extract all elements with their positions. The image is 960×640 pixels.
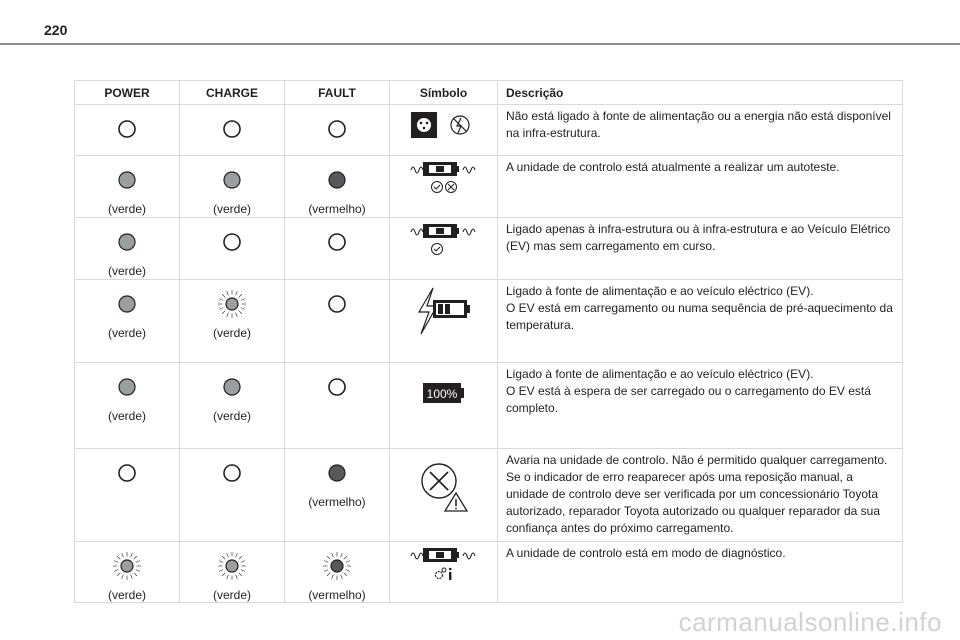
description-line: Ligado à fonte de alimentação e ao veículo eléctrico (EV).	[506, 367, 814, 381]
blink-ray	[241, 561, 245, 563]
charge-led-blink-green-icon	[217, 551, 247, 581]
blink-ray	[122, 575, 124, 579]
blink-ray	[136, 561, 140, 563]
table-row	[75, 218, 903, 280]
power-led-blink-green-icon	[112, 551, 142, 581]
table-row	[75, 156, 903, 218]
power-cell	[75, 363, 180, 449]
blink-ray	[131, 553, 133, 557]
led-lamp	[119, 465, 135, 481]
fault-cell	[285, 449, 390, 542]
power-led-on-green-icon	[112, 289, 142, 319]
led-lamp	[224, 234, 240, 250]
charge-cell	[180, 363, 285, 449]
plug-no-power-icon	[398, 109, 490, 143]
led-lamp	[224, 379, 240, 395]
blink-ray	[239, 573, 242, 576]
blink-ray	[136, 570, 140, 572]
led-lamp	[226, 560, 238, 572]
blink-ray	[239, 294, 242, 297]
led-lamp	[119, 296, 135, 312]
charge-cell	[180, 218, 285, 280]
blink-ray	[327, 556, 330, 559]
power-color-label: (verde)	[107, 202, 146, 216]
fault-color-label: (vermelho)	[308, 588, 366, 602]
blink-ray	[219, 561, 223, 563]
fault-led-off-icon	[322, 227, 352, 257]
led-lamp	[329, 465, 345, 481]
blink-ray	[341, 553, 343, 557]
led-lamp	[224, 121, 240, 137]
watermark: carmanualsonline.info	[678, 607, 942, 637]
led-lamp	[224, 172, 240, 188]
led-lamp	[224, 465, 240, 481]
description-cell	[498, 280, 903, 363]
led-lamp	[226, 298, 238, 310]
led-lamp	[119, 379, 135, 395]
blink-ray	[236, 313, 238, 317]
symbol-cell	[390, 280, 498, 363]
fault-cell	[285, 218, 390, 280]
description-cell: Ligado apenas à infra-estrutura ou à infra-estrutura e ao Veículo Elétrico (EV) mas sem carregamento em curso.	[498, 218, 903, 280]
blink-ray	[219, 570, 223, 572]
table-row	[75, 542, 903, 603]
led-status-table	[74, 80, 903, 603]
blink-ray	[324, 570, 328, 572]
description-line: O EV está em carregamento ou numa sequência de pré-aquecimento da temperatura.	[506, 301, 893, 332]
blink-ray	[236, 575, 238, 579]
led-lamp	[329, 379, 345, 395]
fault-cell	[285, 363, 390, 449]
blink-ray	[227, 291, 229, 295]
charge-led-on-green-icon	[217, 372, 247, 402]
charge-color-label: (verde)	[212, 202, 251, 216]
header-fault: FAULT	[285, 81, 390, 105]
power-cell	[75, 449, 180, 542]
header-rule	[0, 43, 960, 45]
power-cell	[75, 156, 180, 218]
page-number: 220	[44, 22, 68, 38]
charge-color-label: (verde)	[212, 409, 251, 423]
blink-ray	[239, 311, 242, 314]
description-cell: A unidade de controlo está em modo de diagnóstico.	[498, 542, 903, 603]
fault-warning-icon	[409, 453, 479, 515]
blink-ray	[241, 570, 245, 572]
blink-ray	[239, 556, 242, 559]
blink-ray	[222, 294, 225, 297]
blink-ray	[241, 308, 245, 310]
fault-led-blink-red-icon	[322, 551, 352, 581]
connected-ok-icon	[409, 222, 479, 258]
blink-ray	[117, 573, 120, 576]
blink-ray	[227, 313, 229, 317]
power-led-off-icon	[112, 114, 142, 144]
battery-percent-text: 100%	[426, 387, 457, 401]
header-symbol: Símbolo	[390, 81, 498, 105]
header-power: POWER	[75, 81, 180, 105]
blink-ray	[227, 575, 229, 579]
battery-full-icon	[411, 367, 477, 413]
fault-led-on-red-icon	[322, 165, 352, 195]
led-lamp	[119, 172, 135, 188]
description-line: Avaria na unidade de controlo. Não é permitido qualquer carregamento.	[506, 453, 888, 467]
blink-ray	[134, 556, 137, 559]
led-lamp	[119, 234, 135, 250]
table-row	[75, 105, 903, 156]
charge-cell	[180, 449, 285, 542]
power-color-label: (verde)	[107, 409, 146, 423]
blink-ray	[222, 311, 225, 314]
led-lamp	[329, 296, 345, 312]
blink-ray	[241, 299, 245, 301]
blink-ray	[114, 570, 118, 572]
symbol-cell	[390, 449, 498, 542]
table-row	[75, 363, 903, 449]
fault-led-off-icon	[322, 114, 352, 144]
charge-cell	[180, 542, 285, 603]
blink-ray	[341, 575, 343, 579]
blink-ray	[332, 575, 334, 579]
blink-ray	[131, 575, 133, 579]
blink-ray	[222, 556, 225, 559]
power-cell	[75, 218, 180, 280]
table-row	[75, 449, 903, 542]
description-line: Ligado à fonte de alimentação e ao veículo eléctrico (EV).	[506, 284, 814, 298]
blink-ray	[346, 561, 350, 563]
power-color-label: (verde)	[107, 588, 146, 602]
blink-ray	[346, 570, 350, 572]
power-color-label: (verde)	[107, 326, 146, 340]
power-cell	[75, 280, 180, 363]
power-color-label: (verde)	[107, 264, 146, 278]
blink-ray	[117, 556, 120, 559]
symbol-cell	[390, 156, 498, 218]
led-lamp	[331, 560, 343, 572]
symbol-cell	[390, 542, 498, 603]
charge-cell	[180, 156, 285, 218]
power-cell	[75, 542, 180, 603]
description-line: O EV está à espera de ser carregado ou o carregamento do EV está completo.	[506, 384, 871, 415]
blink-ray	[236, 291, 238, 295]
charge-led-off-icon	[217, 458, 247, 488]
blink-ray	[219, 308, 223, 310]
blink-ray	[236, 553, 238, 557]
control-unit-self-test-icon	[409, 160, 479, 196]
charge-led-off-icon	[217, 114, 247, 144]
description-cell: A unidade de controlo está atualmente a realizar um autoteste.	[498, 156, 903, 218]
led-lamp	[329, 172, 345, 188]
power-led-on-green-icon	[112, 165, 142, 195]
charge-led-on-green-icon	[217, 165, 247, 195]
power-led-on-green-icon	[112, 227, 142, 257]
blink-ray	[344, 556, 347, 559]
charge-led-off-icon	[217, 227, 247, 257]
symbol-cell	[390, 363, 498, 449]
blink-ray	[327, 573, 330, 576]
charge-color-label: (verde)	[212, 326, 251, 340]
fault-led-off-icon	[322, 372, 352, 402]
blink-ray	[344, 573, 347, 576]
charge-led-blink-green-icon	[217, 289, 247, 319]
fault-color-label: (vermelho)	[308, 495, 366, 509]
header-charge: CHARGE	[180, 81, 285, 105]
led-lamp	[329, 234, 345, 250]
table-header-row	[75, 81, 903, 105]
symbol-cell	[390, 218, 498, 280]
fault-cell	[285, 105, 390, 156]
blink-ray	[222, 573, 225, 576]
led-lamp	[119, 121, 135, 137]
led-lamp	[329, 121, 345, 137]
description-cell	[498, 449, 903, 542]
charge-color-label: (verde)	[212, 588, 251, 602]
power-led-off-icon	[112, 458, 142, 488]
blink-ray	[219, 299, 223, 301]
charge-cell	[180, 280, 285, 363]
description-cell	[498, 363, 903, 449]
diagnostic-mode-icon	[409, 546, 479, 582]
blink-ray	[122, 553, 124, 557]
fault-color-label: (vermelho)	[308, 202, 366, 216]
led-lamp	[121, 560, 133, 572]
fault-led-on-red-icon	[322, 458, 352, 488]
fault-cell	[285, 156, 390, 218]
battery-charging-icon	[411, 284, 477, 336]
fault-cell	[285, 280, 390, 363]
blink-ray	[332, 553, 334, 557]
description-line: Se o indicador de erro reaparecer após uma reposição manual, a unidade de controlo deve ser verificada por um concessionário Toyota autorizado, reparador Toyota autorizado ou qualquer reparador da sua confiança antes do próximo carregamento.	[506, 470, 881, 535]
blink-ray	[324, 561, 328, 563]
blink-ray	[134, 573, 137, 576]
blink-ray	[227, 553, 229, 557]
blink-ray	[114, 561, 118, 563]
power-cell	[75, 105, 180, 156]
table-row	[75, 280, 903, 363]
description-cell: Não está ligado à fonte de alimentação ou a energia não está disponível na infra-estrutura.	[498, 105, 903, 156]
fault-led-off-icon	[322, 289, 352, 319]
charge-cell	[180, 105, 285, 156]
symbol-cell	[390, 105, 498, 156]
fault-cell	[285, 542, 390, 603]
power-led-on-green-icon	[112, 372, 142, 402]
header-description: Descrição	[498, 81, 903, 105]
